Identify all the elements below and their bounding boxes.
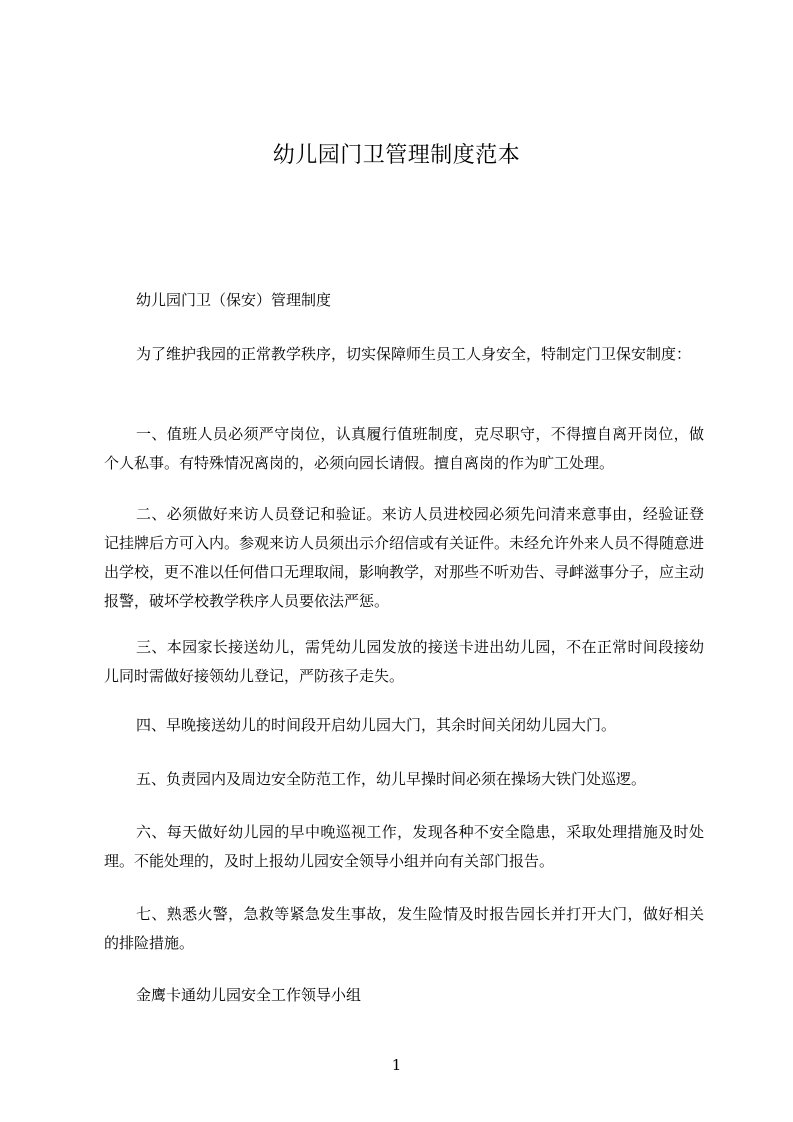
rule-1: 一、值班人员必须严守岗位，认真履行值班制度，克尽职守，不得擅自离开岗位，做个人私事。有特殊情况离岗的，必须向园长请假。擅自离岗的作为旷工处理。 bbox=[104, 425, 704, 472]
page-title: 幼儿园门卫管理制度范本 bbox=[272, 143, 521, 168]
rule-5: 五、负责园内及周边安全防范工作，幼儿早操时间必须在操场大铁门处巡逻。 bbox=[136, 770, 647, 788]
rule-3: 三、本园家长接送幼儿，需凭幼儿园发放的接送卡进出幼儿园，不在正常时间段接幼儿同时需做好接领幼儿登记，严防孩子走失。 bbox=[104, 638, 704, 685]
page-number: 1 bbox=[391, 1056, 402, 1074]
rule-6: 六、每天做好幼儿园的早中晚巡视工作，发现各种不安全隐患，采取处理措施及时处理。不能处理的，及时上报幼儿园安全领导小组并向有关部门报告。 bbox=[104, 823, 704, 870]
rule-7: 七、熟悉火警，急救等紧急发生事故，发生险情及时报告园长并打开大门，做好相关的排险措施。 bbox=[104, 905, 704, 952]
rule-4: 四、早晚接送幼儿的时间段开启幼儿园大门，其余时间关闭幼儿园大门。 bbox=[136, 716, 617, 734]
signature: 金鹰卡通幼儿园安全工作领导小组 bbox=[136, 986, 362, 1004]
intro-paragraph: 为了维护我园的正常教学秩序，切实保障师生员工人身安全，特制定门卫保安制度： bbox=[136, 345, 692, 363]
subtitle: 幼儿园门卫（保安）管理制度 bbox=[136, 291, 332, 309]
rule-2: 二、必须做好来访人员登记和验证。来访人员进校园必须先问清来意事由，经验证登记挂牌后方可入内。参观来访人员须出示介绍信或有关证件。未经允许外来人员不得随意进出学校，更不准以任何借口无理取闹，影响教学，对那些不听劝告、寻衅滋事分子，应主动报警，破坏学校教学秩序人员要依法严惩。 bbox=[104, 505, 705, 610]
